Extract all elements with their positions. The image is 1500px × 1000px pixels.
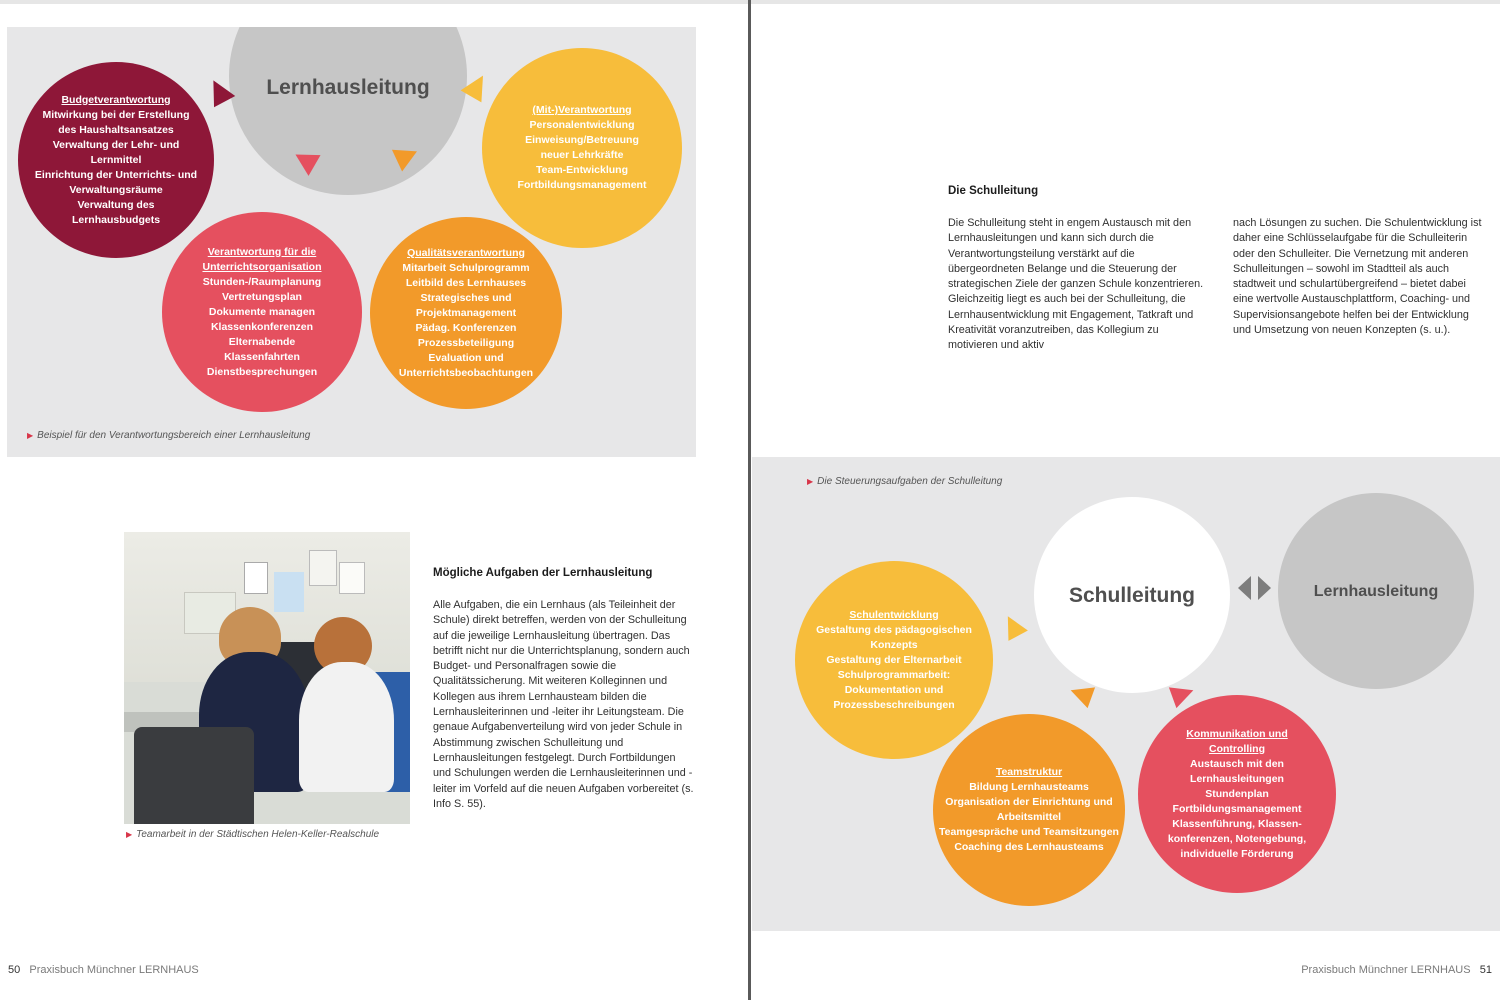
qualitaet-item: Mitarbeit Schulprogramm (402, 261, 530, 274)
budget-item: Lernhausbudgets (71, 213, 161, 226)
unterricht-circle (162, 212, 362, 412)
lernhausleitung-side-circle (1278, 493, 1474, 689)
footer-right (1301, 964, 1492, 976)
footer-title-right: Praxisbuch Münchner LERNHAUS (1301, 964, 1471, 976)
kommunikation-item: konferenzen, Notengebung, (1167, 832, 1307, 845)
steering-caption-text: Die Steuerungsaufgaben der Schulleitung (817, 476, 1003, 487)
personal-title: (Mit-)Verantwortung (532, 104, 632, 116)
qualitaet-item: Pädag. Konferenzen (415, 321, 517, 334)
kommunikation-item: individuelle Förderung (1180, 847, 1294, 860)
budget-item: Verwaltung der Lehr- und Lernmittel (52, 138, 180, 166)
budget-item: Verwaltungsräume (69, 183, 163, 196)
caption-marker-icon: ▶ (807, 477, 814, 486)
unterricht-item: Dokumente managen (208, 305, 316, 318)
top-edge-left (0, 0, 748, 4)
schulentwicklung-title: Schulentwicklung (849, 608, 939, 621)
schulentwicklung-item: Schulprogrammarbeit: (837, 668, 951, 681)
page-number-left: 50 (8, 964, 21, 976)
photo-wall-paper (274, 572, 304, 612)
arrow-coral-icon (1169, 680, 1197, 708)
schulentwicklung-item: Dokumentation und (844, 683, 944, 696)
kommunikation-circle (1138, 695, 1336, 893)
kommunikation-title: Kommunikation und Controlling (1186, 727, 1288, 755)
team-photo (124, 532, 410, 824)
budget-item: Verwaltung des (77, 198, 155, 211)
top-edge-right (751, 0, 1500, 4)
unterricht-title: Verantwortung für die Unterrichtsorganisation (202, 245, 322, 273)
schulentwicklung-circle (795, 561, 993, 759)
qualitaet-title: Qualitätsverantwortung (407, 246, 525, 259)
teamstruktur-item: Bildung Lernhausteams (969, 781, 1089, 793)
unterricht-item: Klassenkonferenzen (210, 320, 314, 333)
lernhausleitung-circle (229, 27, 467, 195)
budget-item: Mitwirkung bei der Erstellung (42, 108, 190, 121)
photo-wall-paper (339, 562, 365, 594)
qualitaet-circle (370, 217, 562, 409)
caption-marker-icon: ▶ (27, 431, 34, 440)
photo-chair-dark (134, 727, 254, 824)
photo-caption-text: Teamarbeit in der Städtischen Helen-Keller-Realschule (136, 829, 380, 840)
diagram-caption-text: Beispiel für den Verantwortungsbereich einer Lernhausleitung (37, 430, 311, 441)
section-body-left: Alle Aufgaben, die ein Lernhaus (als Teileinheit der Schule) direkt betreffen, werden von der Schulleitung auf die jeweilige Lernhausleitung übertragen. Das betrifft nicht nur die Unterrichtsplanung, sondern auch Budget- und Personalfragen sowie die Qualitätssicherung. Mit weiteren Kolleginnen und Kollegen aus ihrem Lernhausteam bilden die Lernhausleiterinnen und -leiter ihr Leitungsteam. Die genaue Aufgabenverteilung wird von jeder Schule in Abstimmung zwischen Schulleitung und Lernhausleitungen festgelegt. Durch Fortbildungen und Schulungen werden die Lernhausleiterinnen und -leiter im Vorfeld auf die neuen Aufgaben vorbereitet (s. Info S. 55). (433, 599, 694, 810)
budget-item: Einrichtung der Unterrichts- und (34, 168, 198, 181)
steering-diagram-panel (752, 457, 1500, 931)
unterricht-item: Stunden-/Raumplanung (202, 275, 322, 288)
photo-wall-paper (244, 562, 268, 594)
personal-item: Einweisung/Betreuung (525, 134, 639, 146)
qualitaet-item: Unterrichtsbeobachtungen (398, 366, 534, 379)
diagram-caption (27, 430, 310, 441)
footer-title-left: Praxisbuch Münchner LERNHAUS (29, 964, 199, 976)
teamstruktur-circle (933, 714, 1125, 906)
personal-item: Fortbildungsmanagement (517, 179, 647, 191)
photo-caption (126, 829, 379, 840)
kommunikation-item: Klassenführung, Klassen- (1172, 817, 1302, 830)
photo-wall-paper (309, 550, 337, 586)
book-spine (748, 0, 751, 1000)
caption-marker-icon: ▶ (126, 830, 133, 839)
section-body-right-col2: nach Lösungen zu suchen. Die Schulentwicklung ist daher eine Schlüsselaufgabe für die Schulleiterin oder den Schulleiter. Die Vernetzung mit anderen Schulleitungen – sowohl im Stadtteil als auch stadtweit und schulartübergreifend – bietet dabei eine wertvolle Austauschplattform, Coaching- und Supervisionsangebote helfen bei der Entwicklung und Umsetzung von neuen Konzepten (s. u.). (1233, 217, 1482, 337)
teamstruktur-item: Coaching des Lernhausteams (954, 841, 1104, 853)
kommunikation-item: Fortbildungsmanagement (1172, 802, 1302, 815)
unterricht-item: Klassenfahrten (224, 350, 300, 363)
section-heading-right: Die Schulleitung (948, 185, 1039, 197)
schulentwicklung-item: Gestaltung des pädagogischen (816, 623, 972, 636)
qualitaet-item: Strategisches und Projektmanagement (415, 291, 517, 319)
schulleitung-title: Schulleitung (1069, 583, 1195, 607)
teamstruktur-item: Organisation der Einrichtung und (945, 796, 1113, 808)
qualitaet-item: Prozessbeteiligung (417, 336, 515, 349)
lernhausleitung-title: Lernhausleitung (266, 76, 430, 99)
schulentwicklung-item: Konzepts (870, 638, 918, 651)
personal-item: Team-Entwicklung (536, 164, 628, 176)
kommunikation-item: Austausch mit den Lernhausleitungen (1190, 757, 1284, 785)
photo-person-right-body (299, 662, 394, 792)
budget-title: Budgetverantwortung (61, 93, 171, 106)
personal-circle (482, 48, 682, 248)
lernhausleitung-side-title: Lernhausleitung (1313, 582, 1439, 600)
schulleitung-circle (1034, 497, 1230, 693)
arrow-right-icon (1258, 576, 1271, 600)
section-heading-left: Mögliche Aufgaben der Lernhausleitung (433, 567, 653, 579)
kommunikation-item: Stundenplan (1205, 787, 1269, 800)
personal-item: Personalentwicklung (529, 119, 635, 131)
responsibility-diagram-panel (7, 27, 696, 457)
section-body-right-col1: Die Schulleitung steht in engem Austausch mit den Lernhausleitungen und kann sich durch die Verantwortungsteilung verstärkt auf die übergeordneten Belange und die Steuerung der strategischen Ziele der ganzen Schule konzentrieren. Gleichzeitig liegt es auch bei der Schulleitung, die Lernhausentwicklung mit Engagement, Tatkraft und Kreativität voranzutreiben, das Kollegium zu motivieren und aktiv (948, 217, 1204, 352)
unterricht-item: Vertretungsplan (222, 290, 302, 303)
footer-left (8, 964, 199, 976)
qualitaet-item: Evaluation und (428, 351, 504, 364)
unterricht-item: Elternabende (228, 335, 296, 348)
qualitaet-item: Leitbild des Lernhauses (405, 276, 527, 289)
budget-item: des Haushaltsansatzes (58, 123, 174, 136)
arrow-left-icon (1238, 576, 1251, 600)
personal-item: neuer Lehrkräfte (540, 149, 624, 161)
teamstruktur-title: Teamstruktur (995, 766, 1063, 778)
schulentwicklung-item: Prozessbeschreibungen (833, 698, 955, 711)
teamstruktur-item: Arbeitsmittel (996, 811, 1062, 823)
budget-circle (18, 62, 214, 258)
teamstruktur-item: Teamgespräche und Teamsitzungen (939, 826, 1119, 838)
steering-caption (807, 476, 1002, 487)
page-number-right: 51 (1479, 964, 1492, 976)
unterricht-item: Dienstbesprechungen (206, 365, 318, 378)
schulentwicklung-item: Gestaltung der Elternarbeit (826, 653, 962, 666)
arrow-yellow-icon (998, 611, 1028, 641)
